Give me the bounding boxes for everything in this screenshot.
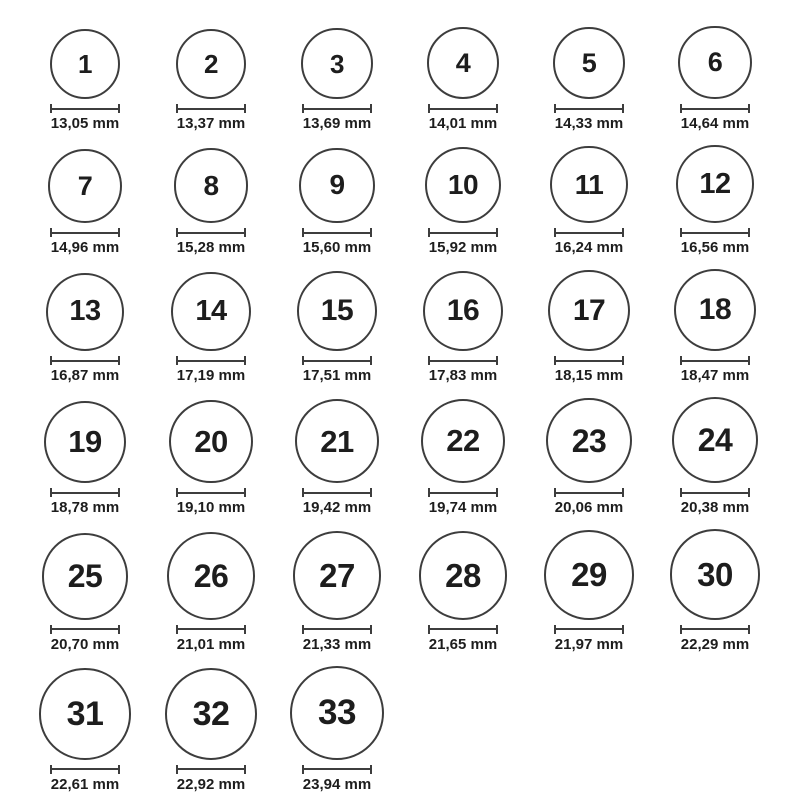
diameter-label: 21,65 mm xyxy=(428,635,498,653)
diameter-label: 18,15 mm xyxy=(554,367,624,385)
diameter-measure-bar xyxy=(304,232,370,234)
diameter-label: 16,87 mm xyxy=(50,367,120,385)
diameter-label: 17,83 mm xyxy=(428,367,498,385)
ring-size-cell xyxy=(652,145,778,256)
diameter-measure-bar xyxy=(178,360,244,362)
diameter-label: 21,33 mm xyxy=(302,635,372,653)
ring-size-number: 32 xyxy=(192,694,230,733)
ring-size-cell xyxy=(274,28,400,132)
ring-circle xyxy=(46,273,124,351)
ring-size-row xyxy=(22,26,778,132)
ring-size-number: 2 xyxy=(204,49,218,80)
diameter-measure-line xyxy=(302,765,372,774)
diameter-measure-bar xyxy=(430,108,496,110)
diameter-label: 13,37 mm xyxy=(176,115,246,133)
ring-size-cell xyxy=(22,273,148,384)
diameter-measure-line xyxy=(176,356,246,365)
diameter-measure-bar xyxy=(304,768,370,770)
ring-circle xyxy=(167,532,255,620)
ring-size-cell xyxy=(400,147,526,256)
diameter-measure-line xyxy=(302,104,372,113)
ring-size-cell xyxy=(148,668,274,793)
ring-circle xyxy=(553,27,626,100)
diameter-measure-line xyxy=(50,104,120,113)
ring-size-cell xyxy=(274,531,400,652)
ring-size-number: 5 xyxy=(581,47,597,78)
diameter-measure-line xyxy=(50,228,120,237)
ring-size-cell xyxy=(526,530,652,653)
ring-size-cell xyxy=(22,29,148,132)
diameter-measure-line xyxy=(680,356,750,365)
diameter-label: 17,19 mm xyxy=(176,367,246,385)
ring-size-number: 25 xyxy=(67,558,103,595)
ring-circle xyxy=(548,270,629,351)
diameter-measure-bar xyxy=(430,360,496,362)
diameter-measure-bar xyxy=(178,108,244,110)
diameter-measure-bar xyxy=(556,232,622,234)
ring-size-number: 3 xyxy=(330,48,344,79)
ring-size-number: 9 xyxy=(329,169,345,201)
ring-size-number: 7 xyxy=(77,170,93,201)
diameter-measure-bar xyxy=(556,628,622,630)
ring-size-number: 19 xyxy=(68,424,102,460)
ring-size-cell xyxy=(400,271,526,385)
ring-circle xyxy=(48,149,122,223)
ring-circle xyxy=(419,531,508,620)
ring-circle xyxy=(50,29,120,99)
diameter-label: 19,42 mm xyxy=(302,499,372,517)
diameter-label: 15,60 mm xyxy=(302,239,372,257)
ring-size-cell xyxy=(22,533,148,653)
diameter-measure-line xyxy=(554,488,624,497)
diameter-measure-line xyxy=(428,625,498,634)
diameter-measure-line xyxy=(50,625,120,634)
ring-circle xyxy=(174,148,249,223)
diameter-measure-bar xyxy=(682,232,748,234)
ring-size-number: 31 xyxy=(66,695,104,733)
ring-size-number: 13 xyxy=(69,295,101,328)
ring-size-cell xyxy=(400,27,526,132)
ring-circle xyxy=(297,271,377,351)
ring-circle xyxy=(678,26,751,99)
diameter-label: 22,61 mm xyxy=(50,775,120,793)
ring-size-cell xyxy=(22,149,148,256)
diameter-measure-line xyxy=(302,228,372,237)
ring-size-cell xyxy=(400,531,526,653)
ring-size-cell xyxy=(274,666,400,793)
ring-size-cell xyxy=(652,26,778,132)
diameter-measure-bar xyxy=(52,360,118,362)
ring-size-number: 11 xyxy=(574,168,604,200)
diameter-measure-bar xyxy=(178,492,244,494)
ring-size-number: 29 xyxy=(571,556,607,594)
ring-size-cell xyxy=(274,148,400,257)
ring-size-cell xyxy=(652,269,778,384)
diameter-measure-line xyxy=(428,356,498,365)
ring-size-cell xyxy=(274,399,400,516)
diameter-measure-line xyxy=(50,765,120,774)
diameter-label: 17,51 mm xyxy=(302,367,372,385)
ring-circle xyxy=(176,29,247,100)
ring-circle xyxy=(42,533,129,620)
ring-circle xyxy=(421,399,506,484)
diameter-measure-bar xyxy=(178,768,244,770)
diameter-label: 16,24 mm xyxy=(554,239,624,257)
ring-size-number: 15 xyxy=(320,294,354,328)
ring-size-row xyxy=(22,397,778,516)
ring-circle xyxy=(427,27,499,99)
ring-circle xyxy=(544,530,634,620)
diameter-measure-line xyxy=(680,228,750,237)
ring-size-number: 28 xyxy=(445,556,481,594)
ring-size-cell xyxy=(526,398,652,516)
diameter-measure-bar xyxy=(304,360,370,362)
diameter-measure-bar xyxy=(682,360,748,362)
diameter-label: 14,64 mm xyxy=(680,115,750,133)
ring-size-cell xyxy=(274,271,400,384)
diameter-measure-line xyxy=(680,625,750,634)
diameter-label: 22,92 mm xyxy=(176,775,246,793)
ring-size-number: 1 xyxy=(78,49,92,80)
diameter-measure-line xyxy=(302,488,372,497)
diameter-measure-line xyxy=(176,228,246,237)
ring-size-number: 6 xyxy=(707,47,723,78)
diameter-measure-line xyxy=(176,625,246,634)
ring-circle xyxy=(299,148,375,224)
ring-circle xyxy=(293,531,381,619)
diameter-measure-bar xyxy=(556,108,622,110)
diameter-label: 20,70 mm xyxy=(50,635,120,653)
ring-size-number: 12 xyxy=(699,167,731,200)
diameter-measure-bar xyxy=(682,628,748,630)
diameter-label: 18,78 mm xyxy=(50,499,120,517)
ring-size-number: 26 xyxy=(193,557,229,594)
diameter-measure-line xyxy=(554,356,624,365)
diameter-measure-line xyxy=(554,228,624,237)
diameter-label: 14,01 mm xyxy=(428,115,498,133)
diameter-measure-line xyxy=(302,625,372,634)
diameter-measure-line xyxy=(428,488,498,497)
diameter-measure-bar xyxy=(304,492,370,494)
ring-size-number: 10 xyxy=(447,169,479,201)
ring-size-number: 8 xyxy=(203,169,219,201)
diameter-measure-line xyxy=(176,104,246,113)
ring-size-cell xyxy=(148,29,274,133)
diameter-measure-bar xyxy=(430,492,496,494)
diameter-label: 23,94 mm xyxy=(302,775,372,793)
diameter-measure-line xyxy=(302,356,372,365)
diameter-measure-line xyxy=(176,765,246,774)
diameter-label: 14,33 mm xyxy=(554,115,624,133)
diameter-label: 20,06 mm xyxy=(554,499,624,517)
diameter-measure-bar xyxy=(52,768,118,770)
ring-size-cell xyxy=(526,27,652,133)
ring-size-number: 23 xyxy=(571,422,607,459)
diameter-measure-line xyxy=(554,104,624,113)
diameter-measure-bar xyxy=(178,232,244,234)
diameter-label: 18,47 mm xyxy=(680,367,750,385)
diameter-measure-bar xyxy=(178,628,244,630)
diameter-label: 21,97 mm xyxy=(554,635,624,653)
diameter-measure-line xyxy=(176,488,246,497)
diameter-label: 22,29 mm xyxy=(680,635,750,653)
ring-size-row xyxy=(22,269,778,384)
diameter-label: 13,69 mm xyxy=(302,115,372,133)
ring-circle xyxy=(423,271,504,352)
ring-size-cell xyxy=(652,397,778,516)
diameter-measure-line xyxy=(680,488,750,497)
ring-circle xyxy=(674,269,756,351)
ring-circle xyxy=(44,401,127,484)
diameter-measure-bar xyxy=(430,232,496,234)
diameter-measure-bar xyxy=(556,360,622,362)
ring-size-number: 20 xyxy=(194,424,228,460)
diameter-label: 19,74 mm xyxy=(428,499,498,517)
ring-size-number: 33 xyxy=(318,693,356,733)
diameter-measure-bar xyxy=(304,628,370,630)
ring-circle xyxy=(295,399,379,483)
ring-size-cell xyxy=(526,270,652,384)
ring-circle xyxy=(676,145,754,223)
ring-size-row xyxy=(22,529,778,652)
diameter-measure-bar xyxy=(52,232,118,234)
diameter-measure-bar xyxy=(430,628,496,630)
ring-size-cell xyxy=(652,529,778,652)
diameter-measure-line xyxy=(50,356,120,365)
ring-circle xyxy=(169,400,252,483)
diameter-label: 15,28 mm xyxy=(176,239,246,257)
ring-size-cell xyxy=(148,532,274,653)
ring-size-cell xyxy=(400,399,526,517)
ring-circle xyxy=(171,272,250,351)
diameter-measure-bar xyxy=(304,108,370,110)
ring-size-cell xyxy=(526,146,652,256)
ring-size-number: 17 xyxy=(572,293,606,327)
diameter-measure-line xyxy=(554,625,624,634)
ring-size-cell xyxy=(148,148,274,256)
ring-size-number: 24 xyxy=(697,422,733,459)
ring-size-cell xyxy=(148,272,274,384)
ring-circle xyxy=(290,666,384,760)
diameter-measure-bar xyxy=(682,492,748,494)
diameter-measure-line xyxy=(428,228,498,237)
diameter-label: 21,01 mm xyxy=(176,635,246,653)
ring-circle xyxy=(670,529,760,619)
ring-size-number: 21 xyxy=(320,423,354,459)
ring-circle xyxy=(546,398,631,483)
diameter-label: 13,05 mm xyxy=(50,115,120,133)
ring-circle xyxy=(165,668,257,760)
ring-size-number: 4 xyxy=(455,47,471,78)
ring-size-row xyxy=(22,145,778,256)
ring-size-cell xyxy=(22,401,148,517)
ring-size-number: 30 xyxy=(697,555,733,593)
ring-size-number: 27 xyxy=(319,556,355,594)
ring-size-cell xyxy=(22,668,148,792)
diameter-label: 14,96 mm xyxy=(50,239,120,257)
diameter-measure-bar xyxy=(682,108,748,110)
ring-size-number: 22 xyxy=(446,423,480,459)
diameter-measure-bar xyxy=(556,492,622,494)
diameter-measure-line xyxy=(680,104,750,113)
ring-circle xyxy=(39,668,130,759)
ring-circle xyxy=(672,397,758,483)
ring-circle xyxy=(550,146,627,223)
diameter-measure-bar xyxy=(52,628,118,630)
ring-circle xyxy=(301,28,372,99)
diameter-measure-line xyxy=(50,488,120,497)
ring-size-number: 16 xyxy=(446,293,480,327)
diameter-label: 19,10 mm xyxy=(176,499,246,517)
ring-size-number: 18 xyxy=(698,293,732,327)
ring-size-number: 14 xyxy=(195,295,227,328)
ring-size-cell xyxy=(148,400,274,516)
diameter-label: 16,56 mm xyxy=(680,239,750,257)
diameter-measure-bar xyxy=(52,108,118,110)
diameter-label: 20,38 mm xyxy=(680,499,750,517)
ring-size-row xyxy=(22,666,778,793)
diameter-label: 15,92 mm xyxy=(428,239,498,257)
diameter-measure-line xyxy=(428,104,498,113)
diameter-measure-bar xyxy=(52,492,118,494)
ring-circle xyxy=(425,147,501,223)
